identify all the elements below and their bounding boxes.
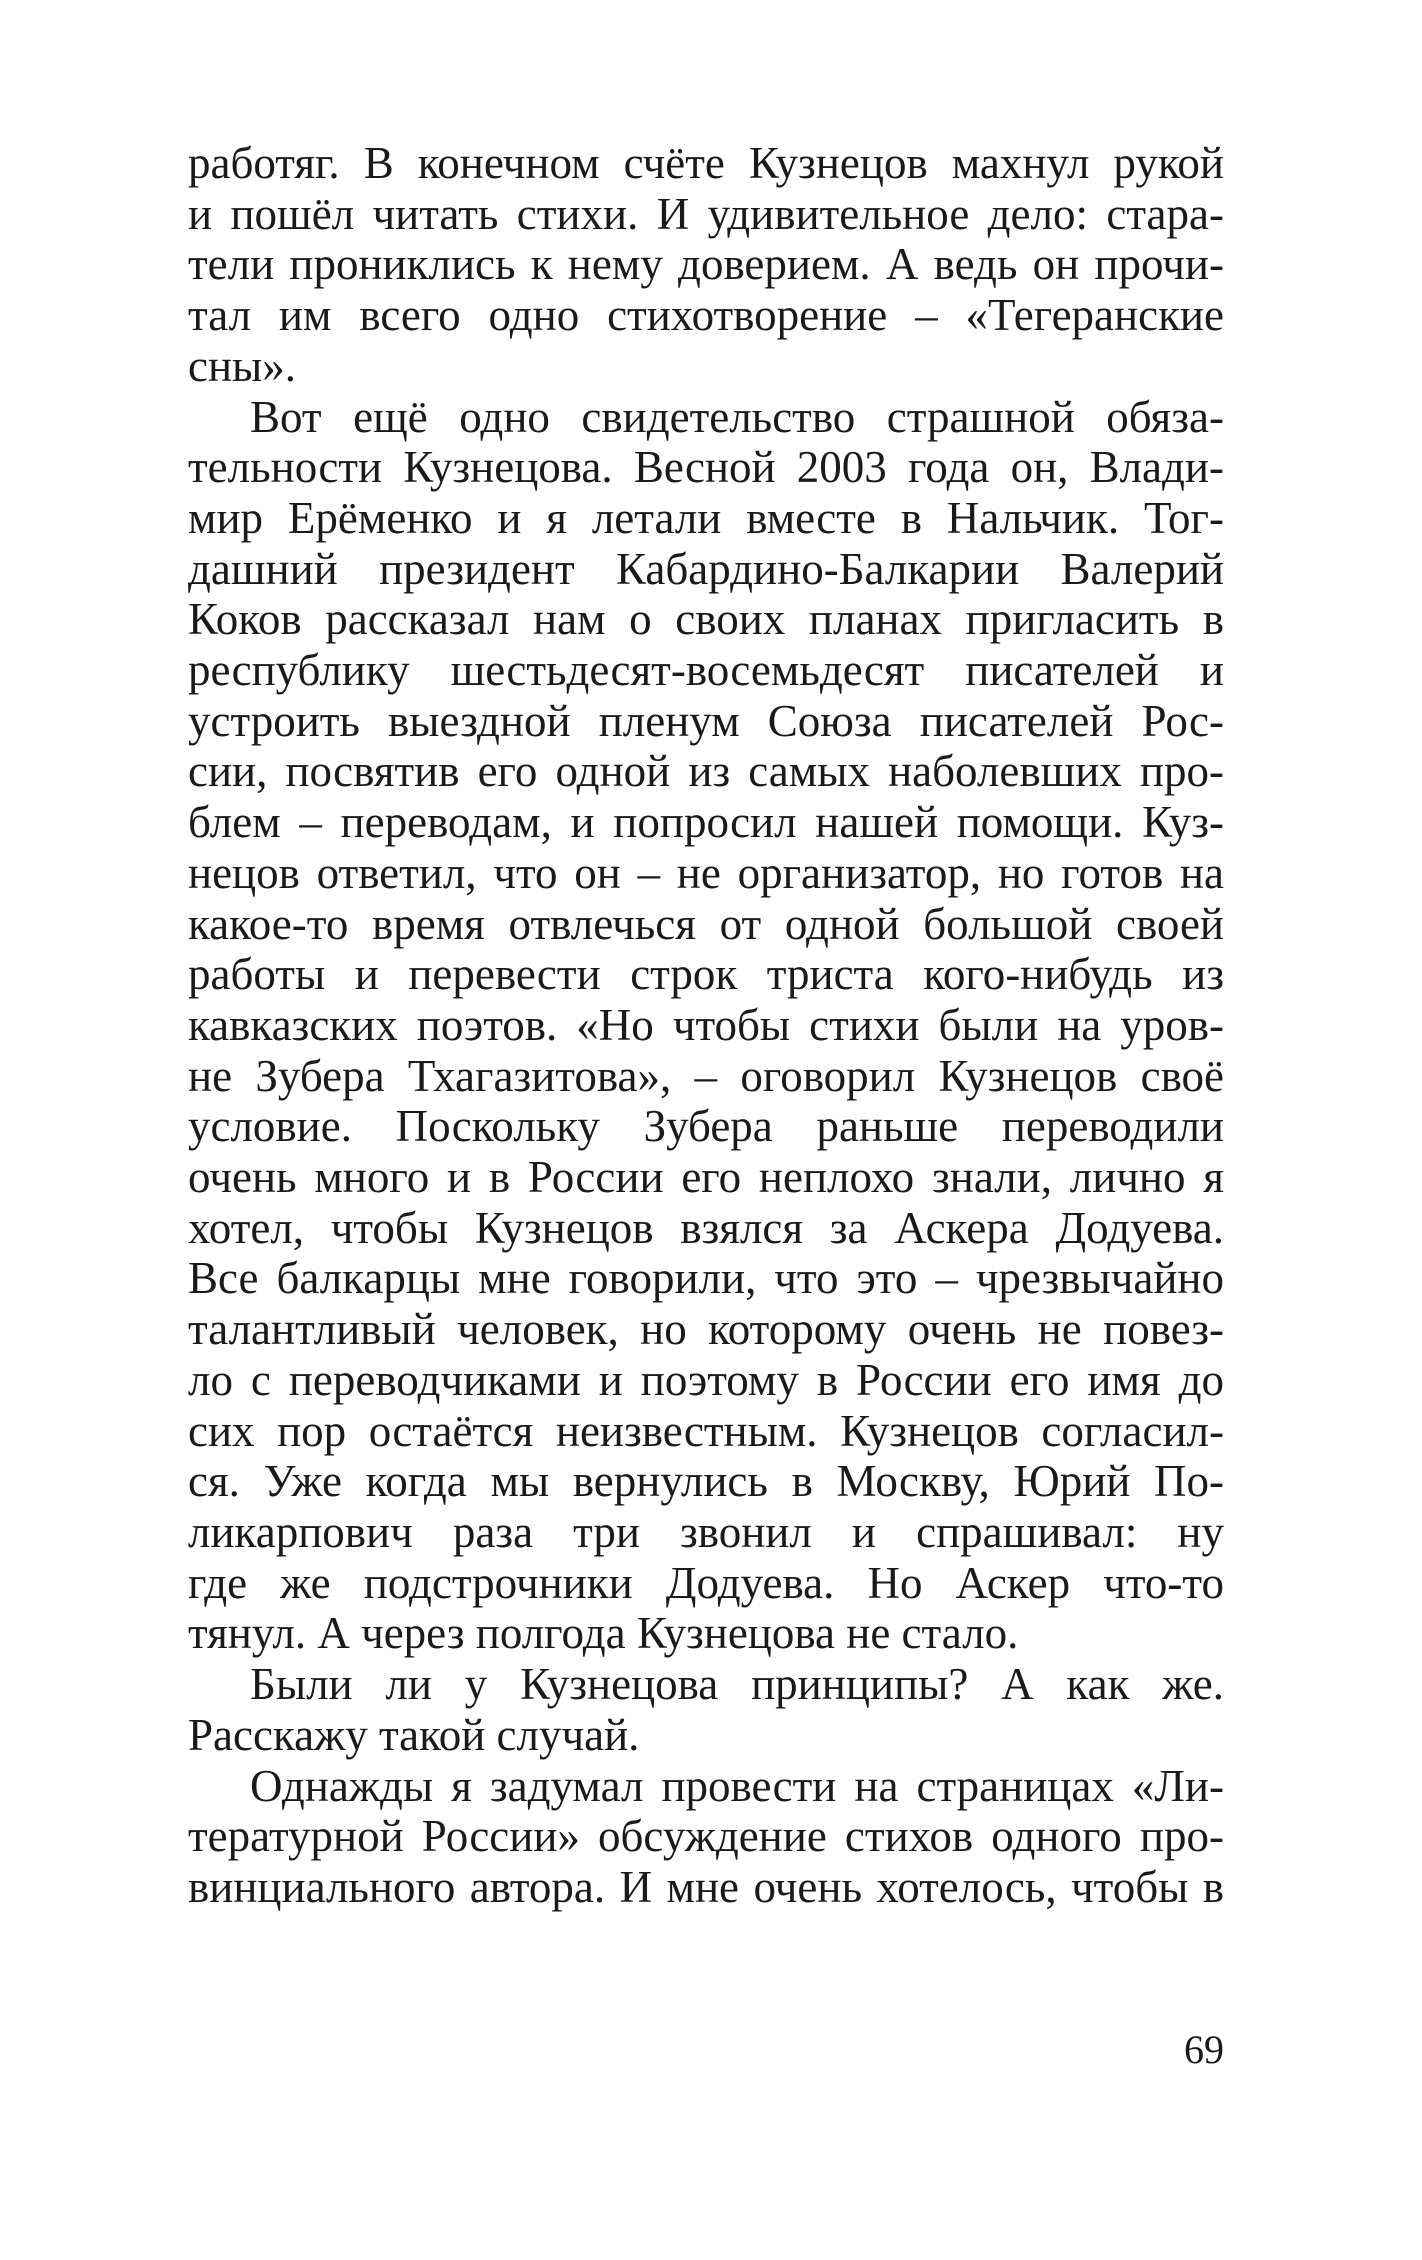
text-line: тельности Кузнецова. Весной 2003 года он, Влади-	[188, 442, 1224, 493]
text-line: где же подстрочники Додуева. Но Аскер что-то	[188, 1557, 1224, 1608]
text-line: работяг. В конечном счёте Кузнецов махнул рукой	[188, 138, 1224, 188]
text-line: не Зубера Тхагазитова», – оговорил Кузнецов своё	[188, 1050, 1224, 1101]
text-line: сны».	[188, 340, 297, 391]
text-line: винциального автора. И мне очень хотелось, чтобы в	[188, 1861, 1224, 1912]
text-line: нецов ответил, что он – не организатор, но готов на	[188, 847, 1224, 898]
text-line: условие. Поскольку Зубера раньше переводили	[188, 1101, 1224, 1152]
body-text	[188, 138, 1224, 1913]
text-line: дашний президент Кабардино-Балкарии Валерий	[188, 543, 1224, 594]
text-line: очень много и в России его неплохо знали, лично я	[188, 1152, 1224, 1203]
text-line: Были ли у Кузнецова принципы? А как же.	[250, 1659, 1224, 1710]
text-line: тянул. А через полгода Кузнецова не стало.	[188, 1608, 1019, 1659]
text-line: республику шестьдесят-восемьдесят писателей и	[188, 645, 1224, 696]
text-line: блем – переводам, и попросил нашей помощи. Куз-	[188, 797, 1224, 848]
text-line: талантливый человек, но которому очень не повез-	[188, 1304, 1224, 1355]
text-line: тературной России» обсуждение стихов одного про-	[188, 1811, 1224, 1862]
text-line: Однажды я задумал провести на страницах «Ли-	[250, 1760, 1224, 1811]
text-line: Коков рассказал нам о своих планах пригласить в	[188, 594, 1224, 645]
page-number: 69	[1184, 2027, 1224, 2072]
text-line: ликарпович раза три звонил и спрашивал: ну	[188, 1506, 1224, 1557]
text-line: тал им всего одно стихотворение – «Тегеранские	[188, 290, 1224, 341]
text-line: Все балкарцы мне говорили, что это – чрезвычайно	[188, 1253, 1224, 1304]
text-line: тели прониклись к нему доверием. А ведь он прочи-	[188, 239, 1224, 290]
text-line: ло с переводчиками и поэтому в России его имя до	[188, 1354, 1224, 1405]
text-line: кавказских поэтов. «Но чтобы стихи были на уров-	[188, 999, 1224, 1050]
text-line: ся. Уже когда мы вернулись в Москву, Юрий По-	[188, 1456, 1224, 1507]
text-line: сии, посвятив его одной из самых наболевших про-	[188, 746, 1224, 797]
text-line: какое-то время отвлечься от одной большой своей	[188, 898, 1224, 949]
text-line: устроить выездной пленум Союза писателей Рос-	[188, 695, 1224, 746]
text-line: Вот ещё одно свидетельство страшной обяза-	[250, 391, 1224, 442]
text-line: Расскажу такой случай.	[188, 1709, 640, 1760]
text-line: хотел, чтобы Кузнецов взялся за Аскера Додуева.	[188, 1202, 1224, 1253]
text-line: мир Ерёменко и я летали вместе в Нальчик. Тог-	[188, 492, 1224, 543]
text-line: сих пор остаётся неизвестным. Кузнецов согласил-	[188, 1405, 1224, 1456]
text-line: и пошёл читать стихи. И удивительное дело: стара-	[188, 188, 1224, 239]
text-line: работы и перевести строк триста кого-нибудь из	[188, 949, 1224, 1000]
